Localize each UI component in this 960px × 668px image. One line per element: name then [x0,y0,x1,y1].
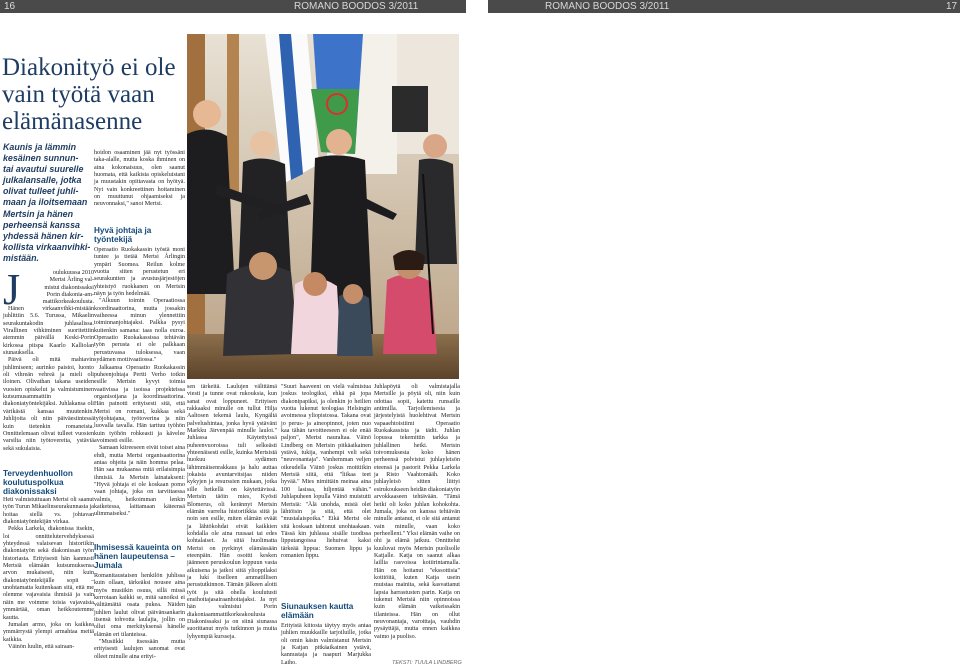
paragraph: Juhlapöytä oli valmistajalla Mertsille ja pöytä oli, niin kuin odottaa sopii, katettu runsaille antimilla. Tarjoilemisesta ja järjestelyistä huolehtivat Mertsin vapaaehtoistiimi Operaatio Ruokakassista ja tädit. Juhlan lopussa tekemittin tarkka ja juhlallinen hetki. Mertsin toivomuksesta koko hänen perheensä polvistui juhlayleisön eteensä ja pastorit Pekka Larkela ja Risto Vaahtomääh. Koko juhlayleisö sitten liittyi esirukoukseen heidän diakoniatyön arvokkaaseen tehtävään. "Tämä hetki oli koko juhlan kohokohta. Jumala, joka on kanssa tehtävän minulle antanut, ei ole sitä antanut vain minulle, vaan koko perheelleni." Yksi elämän vaihe on ohi ja elämä jatkuu. Onnittelut kuuluvat myös Mertsin puolisolle Katjalle. Katja on saanut alkaa laillia rasvoissa kotiirintamalla. Hän on hoitanut "ekssottisia" kotitöitä, kuten Katja usein muistaa mainita, sekä kasvattanut lapsia harrastusten parin. Katja on tukenut Mertsiä niin opinnoissa kuin elämän vaikeissakin tilanteissa. Hän on ollut neuvonantaja, varoittaja, vauhdin pysäyttäjä, mutta ennen kaikkea vaimo ja puoliso. [374,384,460,640]
column-2-top [94,150,185,209]
subheading-2: Hyvä johtaja ja työntekijä [94,226,152,244]
intro-line: oulukuussa 2010 [52,270,94,276]
header-title-left: ROMANO BOODOS 3/2011 [294,1,419,12]
paragraph: "Alkuun toimin Operaatiossa koordinaattorina, mutta jossakin vaiheessa minun ylennettiin toiminnanjohtajaksi. Palkka pysyi kuitenkin samana: taas nolla euroa. Operaatio Ruokakassissa tehtävän työn perusta ei ole palkkaan perustuvassa tuloksessa, vaan sydämen motiivaatiossa." [94,298,185,364]
paragraph: "Suuri haaveeni on vielä valmistua joskus teologiksi, ehkä pä jopa diakonipapiksi, ja olenkin jo heilien vuotta lukenut teologiaa Helsingin avoimessa yliopistossa. Takana ovat jo perus- ja aineopinnot, joten nuo kaa tähän tavoitteeseen ei ole enää paljon", Mertsi nauraltaa. Väinö Lindberg on Mertsin pitkäaikainen ystävä, tukija, vanhempi veli sekä "neuvonantaja". Vanhemman veljen oikeudella Väinö joskus moittiikin Mertsiä siitä, että "liikaa teet hyvää." Mies nimittäin meinaa aina 100 lasissa, hiljentää vähän." Juhlapuheen lopulla Väinö muistutti Mertsiä: "Älä unohda, mistä olet lähtöisin ja sitä, että olet "mustalaispoika." Eikä Mertsi ole sitä koskaan tahtonut unohtaakaan. Tässä kin juhlassa sisälle tuodissa lipputangoissa liehuivat kaksi tärkeää lippua: Suomen lippu ja romanien lippu. [281,384,371,559]
column-2 [94,247,185,519]
paragraph: Väinön luulin, että sairaan- [8,643,75,650]
paragraph: Heti valmistuttuaan Mertsi oli saanut työn Turun Mikaelinseurakunnasta ja hoitaa siellä vs. johtavan diakoniatyöntekijän virkaa. [3,497,94,526]
photo-illustration [187,34,459,379]
paragraph: Romanitaustaisen henkilön juhlissa kuin ollaan, tärkeäksi nousee aina myös musiikin osuus, sillä missä kerrotaan kaikki se, mitä sanoiksi ei välttämättä osata pukea. Näiden juhlien laulut olivat päivänsankarin itsensä tohvotta laulajia, jollin on ollut oma merkityksensä hänelle elämän eri tilanteissa. [94,573,185,638]
lead-line: maan ja iloitsemaan [3,197,88,208]
lead-line: perheensä kanssa [3,219,80,230]
intro-line: Mertsi Årling val- [49,277,94,284]
lead-line: julkalansalle, jotka [3,175,82,186]
column-5 [374,384,460,641]
lead-line: Kaunis ja lämmin [3,142,76,152]
lead-line: tai avautui suurelle [3,164,84,175]
lead-line: kollista virkaanvihki- [3,241,91,252]
header-title-right: ROMANO BOODOS 3/2011 [545,1,670,12]
column-1 [3,306,94,453]
paragraph: hoidon osaaminen jää nyt työssäni taka-alalle, mutta koska ihminen on aina kokonaisuus, olen saanut huomata, että kaikista opiskeluistani ja muustakin opittavasta on hyötyä. Nyt vain konkreettinen hoitaminen on muuttunut ohjaamiseksi ja neuvonnaksi," sanoi Mertsi. [94,150,185,208]
paragraph: Päivä oli mitä mahtavin juhlimiseen; aurinko paistoi, luonto oli vihreän vehreä ja mieli oli iloinen. Olivathan takana useiden vuosien opiskelut ja valmistuminen kutsumusammattiin diakoniatyöntekijäksi. Juhlakansa oli värikästä kansaa muutenkin. Juhlijoita oli niin päiväesiintessä kuin tietenkin romaneista. Onnittelemaan olivat tulleet vuosien varsilta niin työtovereita, ystäviä sekä sukulaisia. [3,357,94,452]
lead-line: yhdessä hänen kir- [3,230,84,241]
drop-cap: J [3,265,21,314]
paragraph: Erityistä kiitosta täytyy myös antaa juhlien muukkaille tarjoiluille, jotka oli omin käsin valmistanut Mertsin ja Katjan pitkäaikainen ystävä, kannustaja ja naapuri Marjukka Laiho. [281,623,371,666]
column-1-lower [3,497,94,651]
paragraph: Pekka Larkela, diakonissa itsekin, loi onnittelutervehdyksessä yhteydessä valaisevan historiikin diakoniatyön sekä diakonissan työn historiasta. Erityisesti hän kannusti Mertsiä elämään kutsumuksensa arvon mukaisesti, niin kuin diakoniatyöntekijälle sopii – unohtamatta kuitenkaan sitä, että me olemme vajavaisia ihmisiä ja vain näin me voimme toisia vajavaisia ymmärtää, oman heikkoutemme kautta. [3,526,94,621]
title-line-1: Diakonityö ei ole [2,54,176,81]
intro-line: mattikorkeakoulusta. [42,299,94,306]
paragraph: Hänen virkaanvihki-mistään juhlittiin 5.6. Turussa, Mikaelin seurakuntakodin juhlasalissa. Virallinen vihkiminen suoritettiin aiemmin päivällä Keski-Porin kirkossa piispa Kaarlo Kalliolan siunauksella. [3,306,94,357]
subheading-1: Terveydenhuollon koulutuspolkua diakonissaksi [3,469,73,496]
page-number-right: 17 [946,1,958,12]
page-number-left: 16 [4,1,16,12]
column-2-lower [94,573,185,661]
paragraph: sen tärkeitä. Laulujen välittämä viesti ja tunne ovat rukouksia, kun sanat ovat loppuneet. Erityisen rakkaaksi minulle on tullut Hilja Aaltosen tekemä laulu, Kyngältä palvelushintaa, jonka hyvä ystäväni Markku Järvenpää minulle lauloi." Juhlassa Käytettyissä puheenvuoroissa tuli selkeästi yhteenäisesti esille, kuinka Mertsistä huokuu sydämen lähimmäisenrakkaus ja halu auttaa jokaista avuntarvitsijaa niiden kykyjen ja resurssien mukaan, jotka sille hetkellä on käytettävissä. Mertsin täöin mies, Kyösti Blomerus, oli kerännyt Mertsin elämän varrelta historiikkia siitä ja noin sen esille, miten elämän eväät ja lähtökohdat eivät kaikkien kohdalla ole aina ruusaat tai edes kohtalaiset. Ja siitä huolimatta Mertsi on pyrkinyt elämässään eteenpäin. Hän osoitti kesken jäänneen peruskoulun loppuun vasta aikuisena ja jatkoi siitä ylioppilaksi ja lukí itselleen ammatillisen perustutkinnon. Tämän jälkeen alotti työt ja sitä ohella koulutusti ensihoitajasairaanhoitajaksi. Ja nyt hän valmistui Porin diakoniaammattikorkeakoulusta Diakonissaksi ja on siinä siunassa suorittanut myös tutkinnon ja muita lyhyempiä kursseja. [187,384,277,640]
lead-line: olivat tulleet juhli- [3,186,79,197]
paragraph: Jalkaansa Operaatio Ruokakassin puheenjohtaja Pertti Verho totkin esille Mertsin kyvyt toimia vaativissa ja isoissa projekteissa organisoijana ja koordinaattorina. Hän painotti erityisesti sitä, että Mertsi on romani, kukkaa sekä työjohtajana, työtoverina ja niin luovalla tavalla. Hän tarttuu työhön kuin työhön rohkeasti ja kävelee avoimesti esille. [94,364,185,444]
lead-line: kesäinen sunnun- [3,153,79,164]
intro-line: mistui diakonissaksi [44,284,94,291]
lead-line: Mertsin ja hänen [3,208,74,219]
paragraph: "Musiikki itsessään mutta erityisesti laulujen sanomat ovat olleet minulle aina erityi- [94,639,185,660]
column-4 [281,384,371,560]
column-3 [187,384,277,641]
intro-lines [28,270,94,307]
intro-line: Porin diakonia-am- [46,292,94,299]
column-4-lower [281,623,371,667]
title-line-3: elämänasenne [2,108,143,135]
subheading-4: Siunauksen kautta elämään [281,602,354,620]
subheading-3: Ihmisessä kaueinta on hänen laupeutensa – Jumala [94,543,182,570]
article-title [2,54,182,135]
paragraph: Operaatio Ruokakassin työstä moni tuntee ja tietää Mertsi Årlingin ympäri Suomea. Reilun kolme vuotta sitten perustetun eri seurakuntien ja avustusjärjestöjen yhteistyö ruokkanen on Mertsin näyn ja työn hedelmää. [94,247,185,298]
blessing-ceremony-photo [187,34,459,379]
article-lead [3,142,93,264]
lead-line: mistään. [3,252,40,263]
title-line-2: vain työtä vaan [2,81,155,108]
paragraph: Jumalan armo, joka on kaikkea ymmärrystä ylempi armahtaa meitä kaikkia. [3,621,94,643]
paragraph: Samaan kiireeseen eivät toiset aina ehdi, mutta Mertsi organisaattorina antaa ohjeita ja näin homma pelaa. Hän saa mukaansa mitä erilaisimpia ihmisiä. Ja Mertsin lainatakseni: "Hyvä johtaja ei ole koskaan pomo vaan johtaja, joka on tarvittaessa valmis, heikoimman lenkin katketessa, laittamaan käteensä ulimmaiseksi." [94,445,185,518]
text-credit: TEKSTI: TUULA LINDBERG [392,660,462,666]
